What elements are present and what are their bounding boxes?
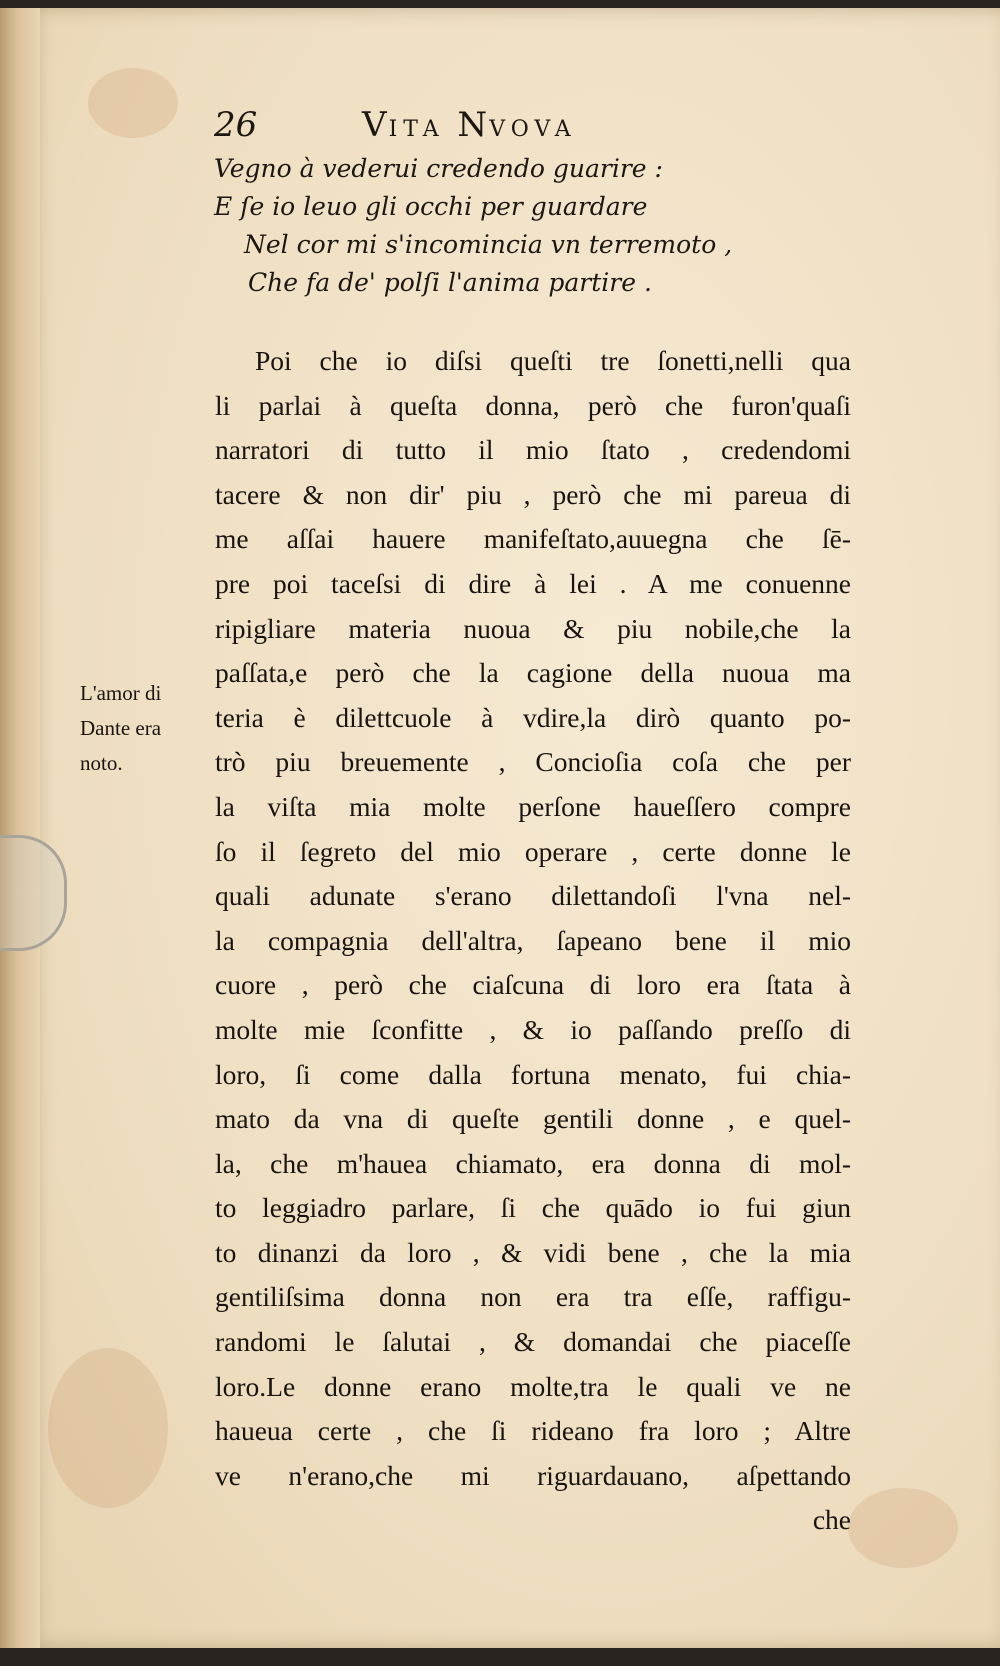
prose-line: molte mie ſconfitte , & io paſſando preſſo di — [215, 1013, 851, 1045]
catchword: che — [812, 1504, 851, 1536]
prose-line: me aſſai hauere manifeſtato,auuegna che ſē- — [215, 523, 851, 555]
prose-line: loro, ſi come dalla fortuna menato, fui chia- — [215, 1058, 851, 1090]
verse-line: Che fa de' polſi l'anima partire . — [248, 268, 652, 297]
prose-line: la, che m'hauea chiamato, era donna di mol- — [215, 1147, 851, 1179]
prose-line: gentiliſsima donna non era tra eſſe, raffigu- — [215, 1281, 851, 1313]
verse-line: E ſe io leuo gli occhi per guardare — [214, 192, 648, 221]
running-header — [214, 105, 774, 151]
prose-line: haueua certe , che ſi rideano fra loro ; Altre — [215, 1415, 851, 1447]
running-title: VITA NVOVA — [362, 105, 577, 145]
verse-line: Vegno à vederui credendo guarire : — [214, 154, 663, 183]
prose-line: la viſta mia molte perſone haueſſero compre — [215, 790, 851, 822]
prose-line: ve n'erano,che mi riguardauano, aſpettando — [215, 1459, 851, 1491]
prose-line: to leggiadro parlare, ſi che quādo io fui giun — [215, 1192, 851, 1224]
prose-line: paſſata,e però che la cagione della nuoua ma — [215, 657, 851, 689]
margin-note-line: L'amor di — [80, 681, 162, 705]
verse-block — [214, 150, 854, 302]
prose-line: mato da vna di queſte gentili donne , e quel- — [215, 1103, 851, 1135]
book-gutter — [0, 8, 40, 1648]
prose-line: teria è dilettcuole à vdire,la dirò quanto po- — [215, 701, 851, 733]
prose-line: quali adunate s'erano dilettandoſi l'vna nel- — [215, 880, 851, 912]
prose-line: randomi le ſalutai , & domandai che piaceſſe — [215, 1326, 851, 1358]
margin-note-line: noto. — [80, 751, 123, 775]
prose-line: pre poi taceſsi di dire à lei . A me conuenne — [215, 567, 851, 599]
margin-note-line: Dante era — [80, 716, 162, 740]
paper-stain — [848, 1488, 958, 1568]
prose-line: cuore , però che ciaſcuna di loro era ſtata à — [215, 969, 851, 1001]
prose-line: ſo il ſegreto del mio operare , certe donne le — [215, 835, 851, 867]
prose-line: trò piu breuemente , Concioſia coſa che per — [215, 746, 851, 778]
prose-block — [215, 339, 851, 1543]
prose-line: loro.Le donne erano molte,tra le quali ve ne — [215, 1370, 851, 1402]
prose-line: narratori di tutto il mio ſtato , credendomi — [215, 434, 851, 466]
verse-line: Nel cor mi s'incomincia vn terremoto , — [244, 230, 733, 259]
prose-line: ripigliare materia nuoua & piu nobile,che la — [215, 612, 851, 644]
paper-stain — [48, 1348, 168, 1508]
paper-stain — [88, 68, 178, 138]
prose-line: to dinanzi da loro , & vidi bene , che la mia — [215, 1236, 851, 1268]
prose-line: li parlai à queſta donna, però che furon'quaſi — [215, 389, 851, 421]
margin-note — [80, 676, 216, 781]
prose-line: Poi che io diſsi queſti tre ſonetti,nelli qua — [255, 345, 851, 376]
prose-line: tacere & non dir' piu , però che mi pareua di — [215, 478, 851, 510]
page-number: 26 — [214, 105, 258, 145]
prose-line: la compagnia dell'altra, ſapeano bene il mio — [215, 924, 851, 956]
